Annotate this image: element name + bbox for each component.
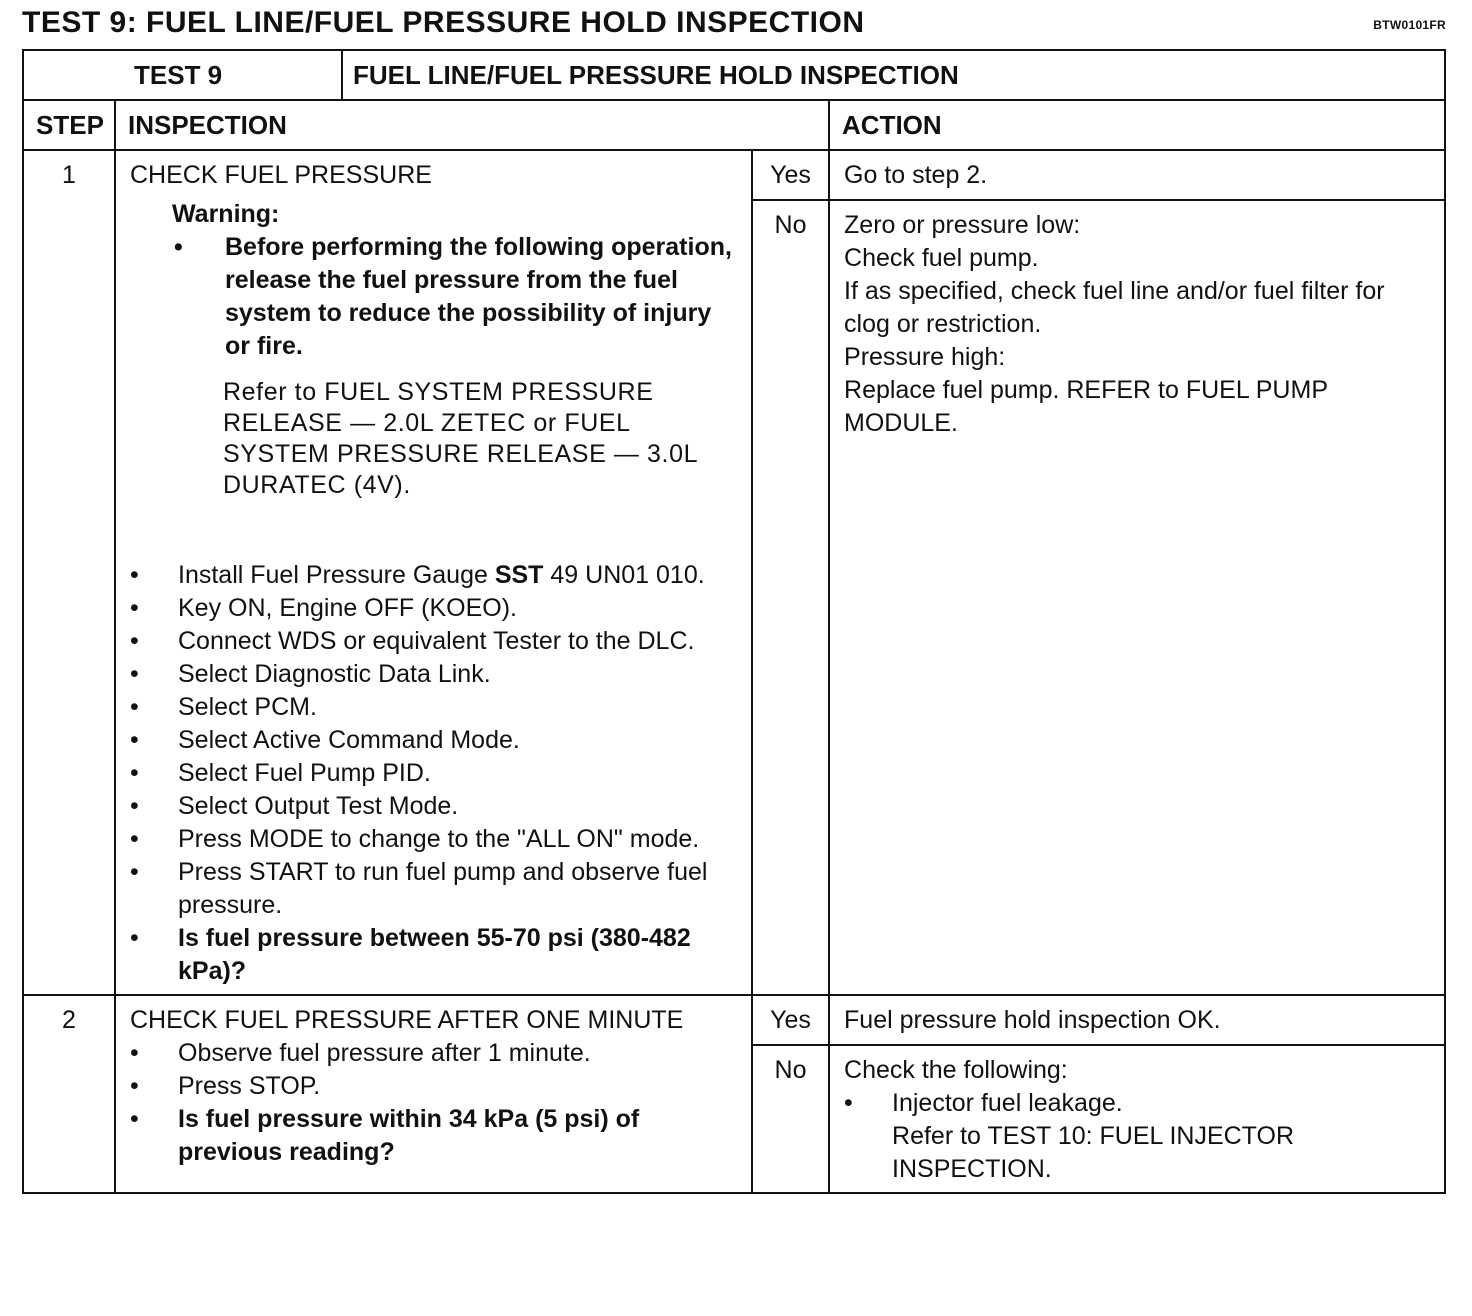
- list-item: • Press START to run fuel pump and observe fuel pressure.: [130, 858, 708, 919]
- warning-block: [172, 198, 741, 501]
- list-item: • Select Output Test Mode.: [130, 792, 459, 820]
- list-item: [130, 559, 741, 592]
- gauge-part-number: 49 UN01 010.: [543, 561, 705, 589]
- step-1-yes-row: [23, 150, 1445, 200]
- pressure-release-reference: Refer to FUEL SYSTEM PRESSURE RELEASE — 2.0L ZETEC or FUEL SYSTEM PRESSURE RELEASE — 3.0L DURATEC (4V).: [223, 378, 698, 499]
- step-2-procedure-list: [130, 1037, 741, 1169]
- list-item: • Injector fuel leakage. Refer to TEST 10: FUEL INJECTOR INSPECTION.: [844, 1089, 1294, 1183]
- step-2-number: 2: [23, 995, 115, 1193]
- column-header-row: [23, 100, 1445, 150]
- step-2-yes-action: Fuel pressure hold inspection OK.: [829, 995, 1445, 1045]
- step-2-yes-label: Yes: [752, 995, 829, 1045]
- diagnostic-table: [22, 49, 1446, 1194]
- step-1-yes-action: Go to step 2.: [829, 150, 1445, 200]
- warning-item: [172, 231, 741, 363]
- warning-label: Warning:: [172, 200, 280, 228]
- page-title: TEST 9: FUEL LINE/FUEL PRESSURE HOLD INSPECTION: [22, 6, 865, 39]
- step-2-no-label: No: [752, 1045, 829, 1193]
- test-title-cell: [342, 50, 1445, 100]
- list-item: • Select Diagnostic Data Link.: [130, 660, 491, 688]
- figure-code: BTW0101FR: [1373, 18, 1446, 32]
- step-1-inspection: [115, 150, 752, 995]
- sst-label: SST: [494, 561, 544, 589]
- warning-text: Before performing the following operation, release the fuel pressure from the fuel system to reduce the possibility of injury or fire.: [225, 233, 732, 360]
- step-1-number: 1: [23, 150, 115, 995]
- list-item: • Observe fuel pressure after 1 minute.: [130, 1039, 591, 1067]
- list-item: • Connect WDS or equivalent Tester to the DLC.: [130, 627, 695, 655]
- list-item: • Select Active Command Mode.: [130, 726, 520, 754]
- step-2-inspection: [115, 995, 752, 1193]
- test-header-row: [23, 50, 1445, 100]
- step-2-heading: CHECK FUEL PRESSURE AFTER ONE MINUTE: [130, 1006, 684, 1034]
- test-number-cell: [23, 50, 342, 100]
- gauge-text: Install Fuel Pressure Gauge: [178, 561, 495, 589]
- step-1-question: • Is fuel pressure between 55-70 psi (380-482 kPa)?: [130, 924, 691, 985]
- step-2-yes-row: [23, 995, 1445, 1045]
- step-2-no-action: Check the following: • Injector fuel leakage. Refer to TEST 10: FUEL INJECTOR INSPECTION.: [829, 1045, 1445, 1193]
- bullet: •: [174, 233, 183, 261]
- action-column-header: ACTION: [829, 100, 1445, 150]
- test-number: TEST 9: [134, 59, 223, 90]
- step-1-yes-label: Yes: [752, 150, 829, 200]
- test-title: FUEL LINE/FUEL PRESSURE HOLD INSPECTION: [353, 59, 959, 90]
- step-1-procedure-list: [130, 559, 741, 988]
- step-1-no-action: Zero or pressure low: Check fuel pump. If as specified, check fuel line and/or fuel filter for clog or restriction. Pressure high: Replace fuel pump. REFER to FUEL PUMP MODULE.: [829, 200, 1445, 995]
- list-item: • Select PCM.: [130, 693, 317, 721]
- bullet: •: [130, 561, 139, 589]
- step-2-question: • Is fuel pressure within 34 kPa (5 psi) of previous reading?: [130, 1105, 640, 1166]
- step-column-header: STEP: [23, 100, 115, 150]
- list-item: • Press MODE to change to the "ALL ON" mode.: [130, 825, 700, 853]
- list-item: • Select Fuel Pump PID.: [130, 759, 431, 787]
- inspection-column-header: INSPECTION: [115, 100, 829, 150]
- step-1-no-label: No: [752, 200, 829, 995]
- list-item: • Press STOP.: [130, 1072, 321, 1100]
- list-item: • Key ON, Engine OFF (KOEO).: [130, 594, 517, 622]
- step-1-heading: CHECK FUEL PRESSURE: [130, 161, 432, 189]
